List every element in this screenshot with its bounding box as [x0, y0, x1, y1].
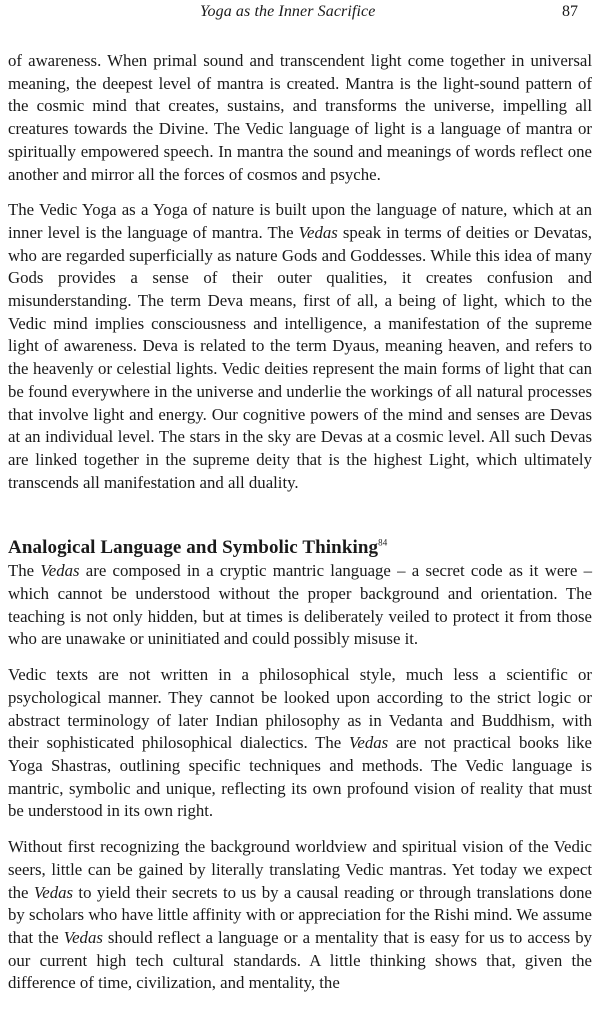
paragraph-5-text-a: Without first recognizing the background worldview and spiritual vision of the Vedic seers, little can be gained by literally translating Vedic mantras. Yet today we expect the [8, 837, 592, 902]
footnote-marker: 84 [378, 538, 388, 549]
paragraph-2-text-a: The Vedic Yoga as a Yoga of nature is built upon the language of nature, which at an inner level is the language of mantra. The [8, 200, 592, 242]
section-gap [8, 494, 592, 536]
paragraph-5 [8, 836, 592, 995]
paragraph-3 [8, 560, 592, 651]
paragraph-gap [8, 651, 592, 664]
section-heading-text: Analogical Language and Symbolic Thinking [8, 537, 379, 559]
paragraph-4-text-b: are not practical books like Yoga Shastras, outlining specific techniques and methods. The Vedic language is mantric, symbolic and unique, reflecting its own profound vision of reality that must be understood in its own right. [8, 733, 592, 821]
page-number: 87 [562, 3, 578, 20]
paragraph-1-text: of awareness. When primal sound and transcendent light come together in universal meaning, the deepest level of mantra is created. Mantra is the light-sound pattern of the cosmic mind that creates, sustains, and transforms the universe, impelling all creatures towards the Divine. The Vedic language of light is a language of mantra or spiritually empowered speech. In mantra the sound and meanings of words reflect one another and mirror all the forces of cosmos and psyche. [8, 51, 592, 184]
vedas-italic: Vedas [349, 733, 389, 753]
paragraph-4 [8, 664, 592, 823]
vedas-italic: Vedas [63, 927, 103, 947]
paragraph-4-text-a: Vedic texts are not written in a philosophical style, much less a scientific or psychological manner. They cannot be looked upon according to the strict logic or abstract terminology of later Indian philosophy as in Vedanta and Buddhism, with their sophisticated philosophical dialectics. The [8, 665, 592, 753]
vedas-italic: Vedas [40, 561, 80, 581]
paragraph-5-text-c: should reflect a language or a mentality that is easy for us to access by our current high tech cultural standards. A little thinking shows that, given the difference of time, civilization, and mentality, the [8, 927, 592, 993]
paragraph-2-text-b: speak in terms of deities or Devatas, who are regarded superficially as nature Gods and Goddesses. While this idea of many Gods provides a sense of their outer qualities, it creates confusion and misunderstanding. The term Deva means, first of all, a being of light, which to the Vedic mind implies consciousness and intelligence, a manifestation of the supreme light of awareness. Deva is related to the term Dyaus, meaning heaven, and refers to the heavenly or celestial lights. Vedic deities represent the main forms of light that can be found everywhere in the universe and underlie the workings of all natural processes that involve light and energy. Our cognitive powers of the mind and senses are Devas at an individual level. The stars in the sky are Devas at a cosmic level. All such Devas are linked together in the supreme deity that is the highest Light, which ultimately transcends all manifestation and all duality. [8, 222, 592, 492]
paragraph-gap [8, 186, 592, 199]
running-header [0, 1, 600, 23]
vedas-italic: Vedas [33, 882, 74, 902]
running-title: Yoga as the Inner Sacrifice [200, 3, 376, 20]
paragraph-3-text-b: are composed in a cryptic mantric language – a secret code as it were – which cannot be understood without the proper background and orientation. The teaching is not only hidden, but at times is deliberately veiled to protect it from those who are unawake or uninitiated and could possibly misuse it. [8, 561, 592, 649]
paragraph-1 [8, 50, 592, 186]
paragraph-3-text-a: The [8, 561, 41, 581]
paragraph-2 [8, 199, 592, 494]
section-heading [8, 536, 592, 560]
vedas-italic: Vedas [298, 222, 338, 242]
paragraph-5-text-b: to yield their secrets to us by a causal reading or through translations done by scholars who have little affinity with or appreciation for the Rishi mind. We assume that the [8, 882, 593, 947]
paragraph-gap [8, 823, 592, 836]
body-text [8, 50, 592, 995]
